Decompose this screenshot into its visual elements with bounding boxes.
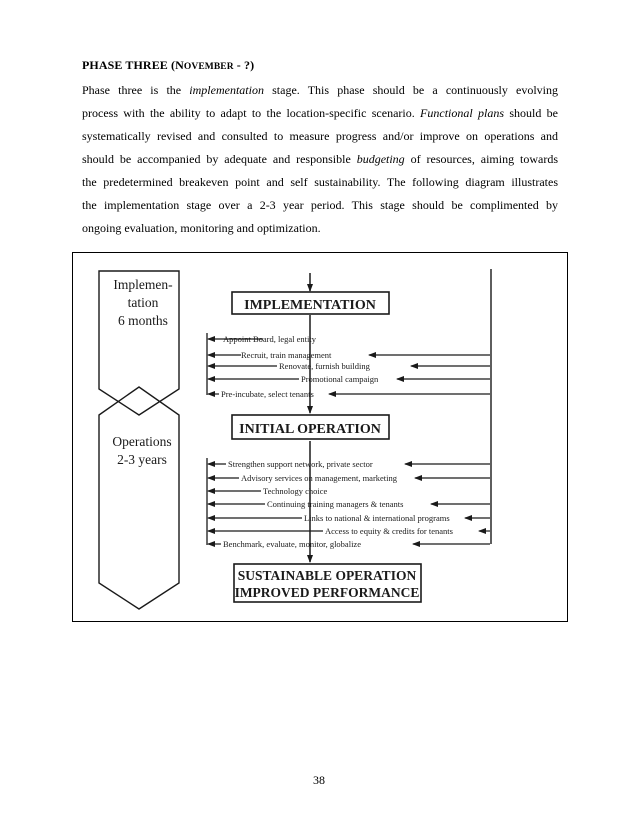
box-initial-operation-label: INITIAL OPERATION [239, 422, 381, 437]
heading-prefix: PHASE THREE (N [82, 58, 184, 72]
phase1-line3: 6 months [118, 313, 168, 328]
page-number: 38 [313, 773, 325, 787]
text-run: stage. This phase should be a continuously evolving [263, 83, 558, 97]
paragraph-line-5: the predetermined breakeven point and self sustainability. The following diagram illustrates [82, 175, 558, 189]
impl-row-4 [208, 374, 490, 384]
impl-item-5: Pre-incubate, select tenants [221, 389, 314, 399]
ops-item-7: Benchmark, evaluate, monitor, globalize [223, 539, 361, 549]
phase1-line2: tation [127, 295, 159, 310]
text-run: process with the ability to adapt to the location-specific scenario. [82, 106, 421, 120]
impl-item-2: Recruit, train management [241, 350, 332, 360]
box-final-line1: SUSTAINABLE OPERATION [237, 568, 417, 583]
text-run: Phase three is the [82, 83, 190, 97]
heading-smallcaps: OVEMBER [183, 62, 234, 72]
box-implementation-label: IMPLEMENTATION [244, 298, 376, 313]
phase2-line2: 2-3 years [117, 452, 167, 467]
emphasis-budgeting: budgeting [356, 152, 405, 166]
heading-suffix: - ?) [233, 58, 255, 72]
ops-row-3 [208, 486, 328, 496]
ops-item-2: Advisory services on management, marketing [241, 473, 398, 483]
phase-chevron-operations [99, 387, 179, 609]
phase1-line1: Implemen- [113, 277, 173, 292]
box-final-line2: IMPROVED PERFORMANCE [234, 585, 420, 600]
phase-chevron-implementation [99, 271, 179, 415]
ops-row-5 [208, 513, 490, 523]
ops-row-6 [208, 526, 490, 536]
text-run: should be accompanied by adequate and responsible [82, 152, 357, 166]
impl-item-3: Renovate, furnish building [279, 361, 370, 371]
text-run: of resources, aiming towards [404, 152, 558, 166]
paragraph-line-6: the implementation stage over a 2-3 year period. This stage should be complimented by [82, 198, 558, 212]
paragraph-line-7: ongoing evaluation, monitoring and optimization. [82, 221, 321, 235]
text-run: should be [504, 106, 558, 120]
ops-item-5: Links to national & international programs [304, 513, 450, 523]
emphasis-functional-plans: Functional plans [420, 106, 505, 120]
diagram-frame [72, 252, 568, 622]
paragraph-line-3: systematically revised and consulted to measure progress and/or improve on operations and [82, 129, 558, 143]
paragraph-line-2 [82, 102, 558, 125]
ops-row-2 [208, 473, 490, 483]
ops-row-1 [208, 459, 490, 469]
impl-item-4: Promotional campaign [301, 374, 379, 384]
body-paragraph [82, 79, 558, 240]
section-heading [82, 58, 254, 73]
paragraph-line-4 [82, 148, 558, 171]
ops-row-7 [208, 539, 490, 549]
paragraph-line-1 [82, 79, 558, 102]
phase2-line1: Operations [112, 434, 172, 449]
impl-row-3 [208, 361, 490, 371]
impl-item-1: Appoint Board, legal entity [223, 334, 317, 344]
ops-item-4: Continuing training managers & tenants [267, 499, 404, 509]
ops-item-6: Access to equity & credits for tenants [325, 526, 453, 536]
impl-row-1 [208, 334, 317, 344]
ops-row-4 [208, 499, 490, 509]
emphasis-implementation: implementation [189, 83, 264, 97]
ops-item-1: Strengthen support network, private sector [228, 459, 373, 469]
impl-row-5 [208, 389, 490, 399]
implementation-diagram [73, 253, 569, 623]
ops-item-3: Technology choice [263, 486, 328, 496]
impl-row-2 [208, 350, 490, 360]
